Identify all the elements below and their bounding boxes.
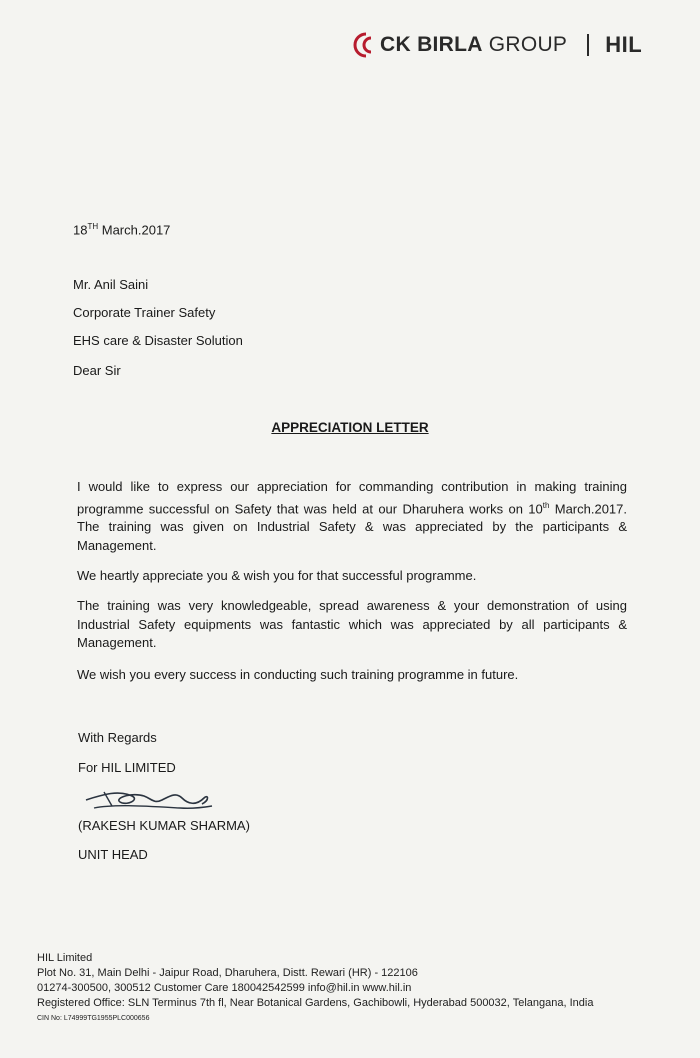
- paragraph-3: The training was very knowledgeable, spread awareness & your demonstration of using Industrial Safety equipments was fantastic which was appreciated by all participants & Management.: [77, 598, 627, 650]
- brand-name-bold: CK BIRLA: [380, 33, 483, 56]
- paragraph-1-part-b: March.2017. The training was given on Industrial Safety & was appreciated by the participants & Management.: [77, 500, 627, 553]
- date-suffix: TH: [87, 222, 99, 231]
- recipient-name: Mr. Anil Saini: [73, 277, 149, 292]
- ck-birla-logo-icon: [352, 30, 378, 60]
- logo-divider: [587, 34, 589, 56]
- footer-registered-office: Registered Office: SLN Terminus 7th fl, Near Botanical Gardens, Gachibowli, Hyderabad 500032, Telangana, India: [37, 997, 594, 1009]
- signatory-name: (RAKESH KUMAR SHARMA): [78, 818, 250, 833]
- footer-contacts: 01274-300500, 300512 Customer Care 180042542599 info@hil.in www.hil.in: [37, 982, 412, 994]
- letter-title: APPRECIATION LETTER: [271, 420, 429, 435]
- footer-company: HIL Limited: [37, 952, 93, 964]
- paragraph-1-sup: th: [542, 500, 550, 510]
- recipient-organization: EHS care & Disaster Solution: [73, 333, 243, 348]
- handwritten-signature: [84, 786, 214, 816]
- footer-address: Plot No. 31, Main Delhi - Jaipur Road, Dharuhera, Distt. Rewari (HR) - 122106: [37, 967, 418, 979]
- recipient-title: Corporate Trainer Safety: [73, 305, 216, 320]
- date-month-year: March.2017: [98, 222, 171, 238]
- signatory-title: UNIT HEAD: [78, 847, 148, 862]
- letter-date: [73, 218, 170, 239]
- company-sign-off: For HIL LIMITED: [78, 760, 176, 775]
- hil-logo: HIL: [605, 32, 643, 57]
- footer-cin: CIN No: L74999TG1955PLC000656: [37, 1015, 150, 1022]
- paragraph-1: [77, 478, 627, 555]
- brand-name-group: GROUP: [488, 33, 568, 56]
- letterhead-logo: [352, 30, 642, 60]
- salutation: Dear Sir: [73, 363, 121, 378]
- paragraph-4: We wish you every success in conducting such training programme in future.: [77, 667, 519, 682]
- date-day: 18: [73, 222, 88, 238]
- closing: With Regards: [78, 730, 157, 745]
- paragraph-2: We heartly appreciate you & wish you for that successful programme.: [77, 568, 477, 583]
- paragraph-1-part-a: I would like to express our appreciation for commanding contribution in making training programme successful on Safety that was held at our Dharuhera works on 10: [77, 479, 627, 516]
